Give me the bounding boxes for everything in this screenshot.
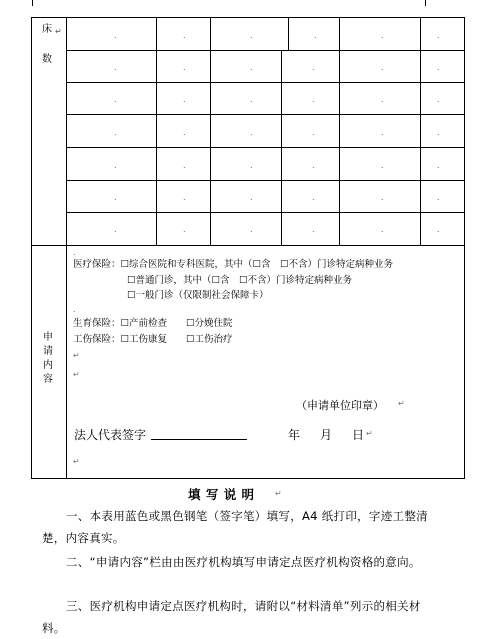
cell-mark: .: [183, 161, 186, 170]
table-bottom-border: [31, 478, 465, 479]
medical-insurance-line3: ☐一般门诊（仅限制社会保障卡）: [127, 290, 269, 301]
cell-mark: .: [381, 31, 384, 40]
bed-label-char: 床: [42, 24, 52, 35]
cell-mark: .: [183, 225, 186, 234]
maternity-insurance-line: 生育保险：☐产前检查 ☐分娩住院: [73, 318, 233, 329]
cell-mark: .: [114, 95, 117, 104]
cell-mark: .: [312, 95, 315, 104]
table-left-border: [31, 17, 32, 479]
cell-mark: .: [437, 193, 440, 202]
cell-mark: .: [381, 63, 384, 72]
cell-mark: .: [114, 31, 117, 40]
apply-label-char: 内: [43, 360, 53, 371]
cell-mark: .: [250, 63, 253, 72]
instruction-item: 二、“申请内容”栏由由医疗机构填写申请定点医疗机构资格的意向。: [66, 555, 421, 569]
cell-mark: .: [183, 31, 186, 40]
paragraph-mark: ↵: [398, 399, 405, 408]
grid-row-line: [66, 50, 464, 51]
cell-mark: .: [114, 128, 117, 137]
cell-mark: .: [183, 95, 186, 104]
cell-mark: .: [183, 193, 186, 202]
cell-mark: .: [312, 128, 315, 137]
cell-mark: .: [437, 225, 440, 234]
cell-mark: .: [437, 31, 440, 40]
instructions-title: 填 写 说 明: [188, 487, 255, 502]
cell-mark: .: [312, 161, 315, 170]
grid-row-line: [66, 82, 464, 83]
cell-mark: .: [250, 225, 253, 234]
paragraph-mark: ↵: [55, 27, 62, 36]
cell-mark: .: [312, 63, 315, 72]
cell-mark: .: [437, 128, 440, 137]
grid-row-line: [66, 212, 464, 213]
section-divider: [31, 245, 465, 246]
paragraph-mark: ↵: [275, 489, 282, 498]
cell-mark: .: [381, 95, 384, 104]
cell-mark: .: [250, 161, 253, 170]
instruction-item: 三、医疗机构申请定点医疗机构时，请附以“材料清单”列示的相关材料。: [42, 599, 421, 635]
grid-row-line: [66, 147, 464, 148]
instruction-item: 一、本表用蓝色或黑色钢笔（签字笔）填写，A4 纸打印，字迹工整清楚，内容真实。: [42, 509, 428, 545]
cell-mark: .: [381, 128, 384, 137]
cell-mark: .: [437, 161, 440, 170]
cell-mark: .: [312, 225, 315, 234]
cell-mark: .: [114, 161, 117, 170]
grid-row-line: [66, 180, 464, 181]
cell-mark: .: [381, 225, 384, 234]
bed-label-char: 数: [42, 54, 52, 65]
cell-mark: .: [381, 161, 384, 170]
grid-col-line: [156, 17, 157, 245]
cell-mark: .: [250, 95, 253, 104]
paragraph-mark: ↵: [73, 457, 80, 466]
cell-mark: .: [250, 128, 253, 137]
medical-insurance-line2: ☐普通门诊，其中（☐含 ☐不含）门诊特定病种业务: [127, 275, 353, 286]
table-top-border: [31, 17, 465, 18]
medical-insurance-line1: 医疗保险：☐综合医院和专科医院，其中（☐含 ☐不含）门诊特定病种业务: [73, 259, 394, 270]
top-tick-right: [425, 0, 426, 6]
paragraph-mark: ↵: [73, 370, 80, 379]
grid-row-line: [66, 114, 464, 115]
injury-insurance-line: 工伤保险：☐工伤康复 ☐工伤治疗: [73, 334, 233, 345]
signature-line[interactable]: [151, 439, 247, 440]
cell-mark: .: [183, 128, 186, 137]
cell-mark: .: [73, 248, 76, 257]
cell-mark: .: [73, 305, 76, 314]
grid-col-line: [288, 17, 289, 50]
cell-mark: .: [114, 193, 117, 202]
apply-label-char: 容: [43, 374, 53, 385]
grid-col-line: [281, 50, 282, 245]
grid-col-line: [210, 17, 211, 245]
grid-col-line: [339, 17, 340, 245]
cell-mark: .: [312, 193, 315, 202]
paragraph-mark: ↵: [366, 429, 373, 438]
table-right-border: [464, 17, 465, 479]
label-column-divider: [66, 17, 67, 479]
paragraph-mark: ↵: [73, 351, 80, 360]
cell-mark: .: [250, 31, 253, 40]
date-year-label: 年: [288, 428, 301, 442]
top-tick-left: [32, 0, 33, 6]
apply-label-char: 申: [43, 332, 53, 343]
cell-mark: .: [437, 63, 440, 72]
cell-mark: .: [437, 95, 440, 104]
date-month-label: 月: [320, 428, 333, 442]
seal-text: （申请单位印章）: [296, 399, 384, 412]
cell-mark: .: [114, 225, 117, 234]
cell-mark: .: [314, 31, 317, 40]
cell-mark: .: [381, 193, 384, 202]
legal-rep-label: 法人代表签字: [74, 428, 147, 442]
grid-col-line: [420, 17, 421, 245]
date-day-label: 日: [352, 428, 365, 442]
cell-mark: .: [250, 193, 253, 202]
cell-mark: .: [183, 63, 186, 72]
cell-mark: .: [114, 63, 117, 72]
apply-label-char: 请: [43, 346, 53, 357]
